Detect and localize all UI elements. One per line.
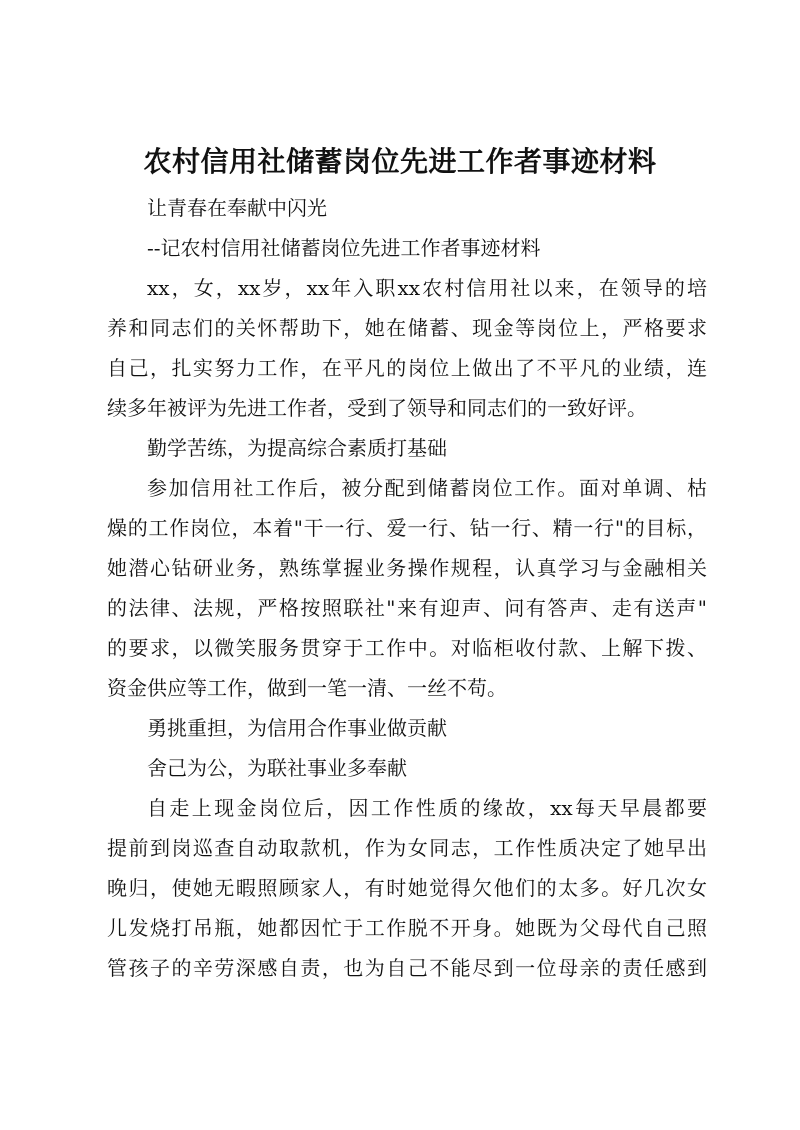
paragraph-line: 自己，扎实努力工作，在平凡的岗位上做出了不平凡的业绩，连 xyxy=(107,356,707,380)
paragraph-line: 自走上现金岗位后，因工作性质的缘故，xx每天早晨都要 xyxy=(147,796,707,820)
paragraph-line: 儿发烧打吊瓶，她都因忙于工作脱不开身。她既为父母代自己照 xyxy=(107,916,707,940)
section-heading: 勇挑重担，为信用合作事业做贡献 xyxy=(147,716,447,740)
paragraph-line: 晚归，使她无暇照顾家人，有时她觉得欠他们的太多。好几次女 xyxy=(107,876,707,900)
paragraph-line: xx，女，xx岁，xx年入职xx农村信用社以来，在领导的培 xyxy=(147,276,707,300)
paragraph-line: 参加信用社工作后，被分配到储蓄岗位工作。面对单调、枯 xyxy=(147,476,707,500)
subtitle-line: 让青春在奉献中闪光 xyxy=(147,196,327,220)
section-heading: 勤学苦练，为提高综合素质打基础 xyxy=(147,436,447,460)
document-title: 农村信用社储蓄岗位先进工作者事迹材料 xyxy=(143,145,657,178)
paragraph-line: 续多年被评为先进工作者，受到了领导和同志们的一致好评。 xyxy=(107,396,647,420)
paragraph-line: 资金供应等工作，做到一笔一清、一丝不苟。 xyxy=(107,676,507,700)
section-heading: 舍己为公，为联社事业多奉献 xyxy=(147,756,407,780)
paragraph-line: 管孩子的辛劳深感自责，也为自己不能尽到一位母亲的责任感到 xyxy=(107,956,707,980)
paragraph-line: 的法律、法规，严格按照联社"来有迎声、问有答声、走有送声" xyxy=(107,596,707,620)
paragraph-line: 养和同志们的关怀帮助下，她在储蓄、现金等岗位上，严格要求 xyxy=(107,316,707,340)
paragraph-line: 的要求，以微笑服务贯穿于工作中。对临柜收付款、上解下拨、 xyxy=(107,636,707,660)
paragraph-line: 提前到岗巡查自动取款机，作为女同志，工作性质决定了她早出 xyxy=(107,836,707,860)
subtitle-note-line: --记农村信用社储蓄岗位先进工作者事迹材料 xyxy=(147,236,541,260)
paragraph-line: 她潜心钻研业务，熟练掌握业务操作规程，认真学习与金融相关 xyxy=(107,556,707,580)
paragraph-line: 燥的工作岗位，本着"干一行、爱一行、钻一行、精一行"的目标， xyxy=(107,516,707,540)
